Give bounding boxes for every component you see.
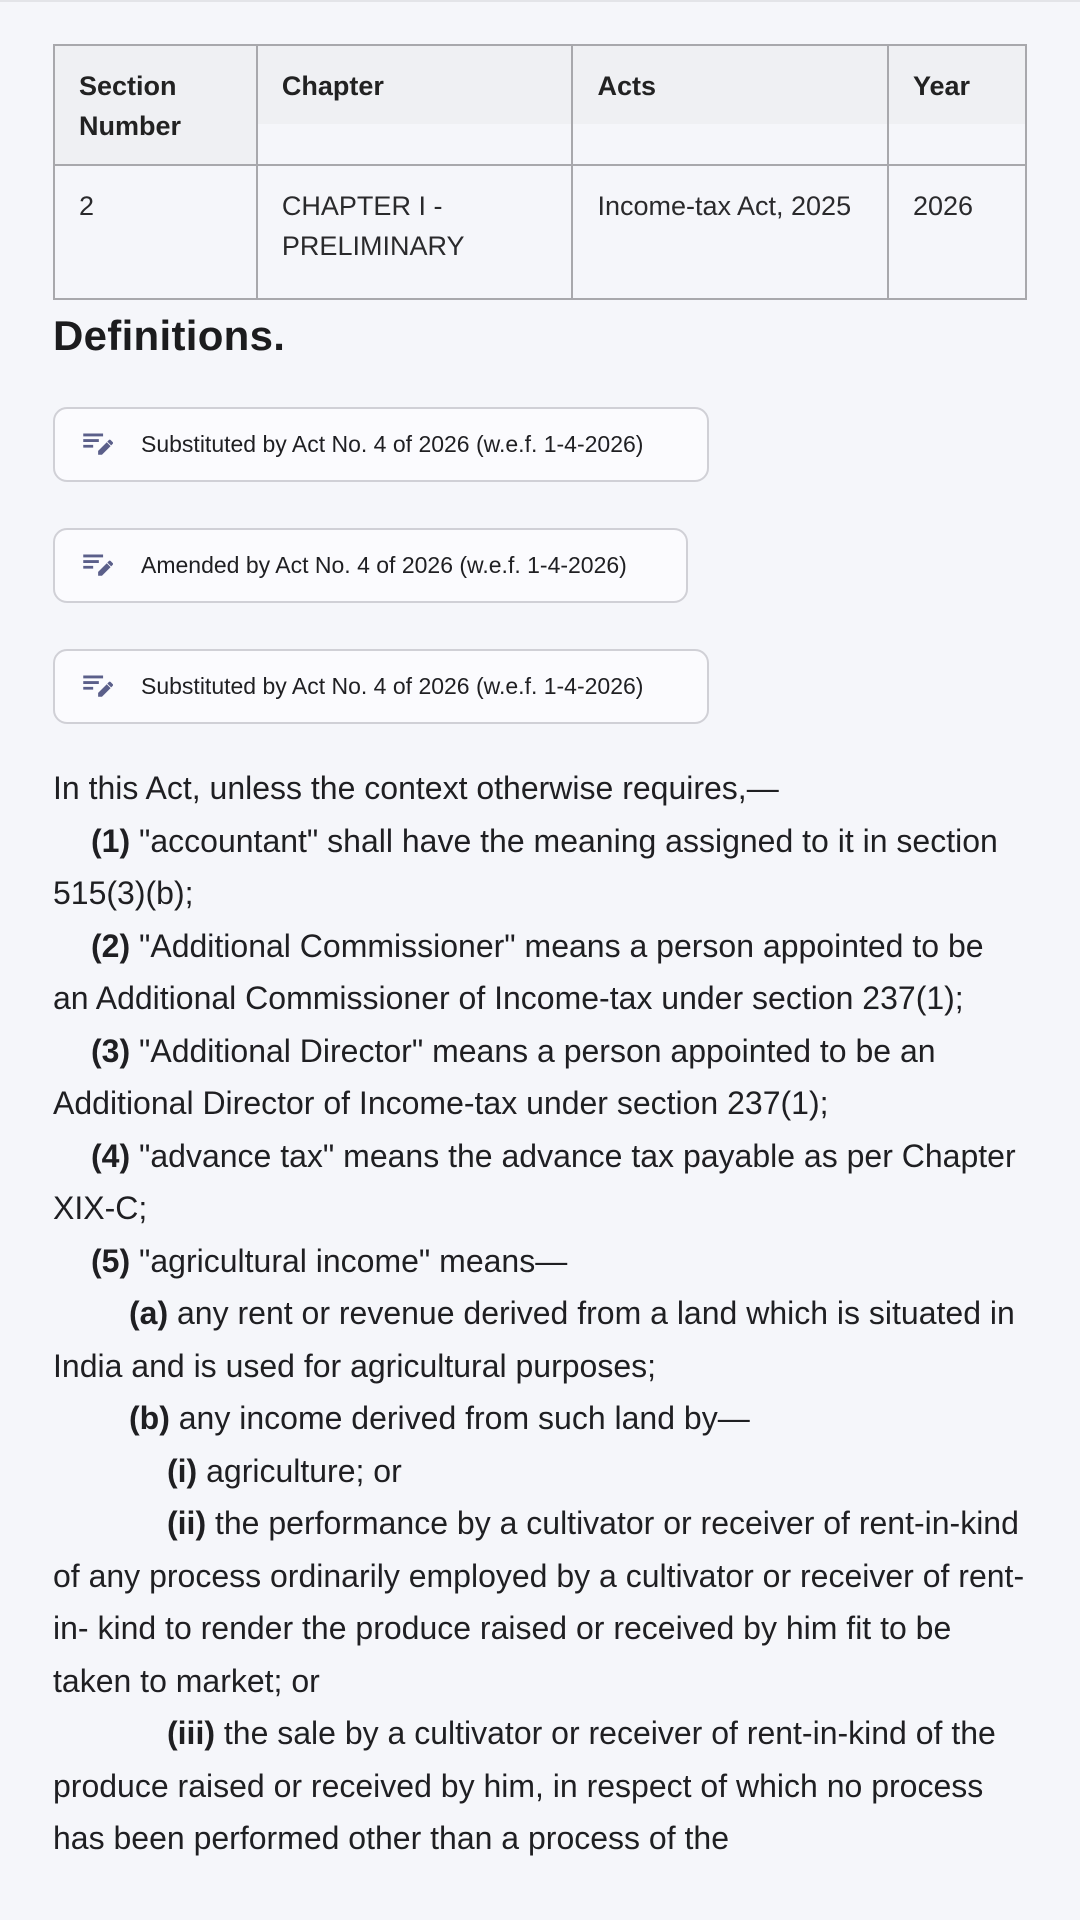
clause-number: (4) (91, 1137, 131, 1174)
header-year: Year (888, 45, 1026, 165)
cell-acts: Income-tax Act, 2025 (572, 165, 888, 299)
clause-4 (53, 1130, 1027, 1235)
section-info-table (53, 44, 1027, 300)
clause-number: (1) (91, 822, 131, 859)
clause-number: (3) (91, 1032, 131, 1069)
section-title: Definitions. (53, 312, 286, 359)
clause-text: "Additional Commissioner" means a person appointed to be an Additional Commissioner of Income-tax under section 237(1); (53, 927, 984, 1016)
header-chapter: Chapter (257, 45, 573, 165)
definitions-body (53, 762, 1027, 1865)
clause-number: (2) (91, 927, 131, 964)
table-header-row (54, 45, 1026, 165)
clause-text: the sale by a cultivator or receiver of rent-in-kind of the produce raised or received by him, in respect of which no process has been performed other than a process of the (53, 1715, 996, 1856)
cell-chapter: CHAPTER I - PRELIMINARY (257, 165, 573, 299)
clause-number: (iii) (167, 1715, 215, 1751)
amendment-chip[interactable] (53, 649, 709, 724)
clause-text: any income derived from such land by— (169, 1400, 750, 1436)
clause-text: "advance tax" means the advance tax payable as per Chapter XIX-C; (53, 1137, 1016, 1226)
amendment-text: Substituted by Act No. 4 of 2026 (w.e.f. 1-4-2026) (141, 431, 644, 457)
clause-5 (53, 1235, 1027, 1288)
edit-note-icon (79, 546, 141, 586)
subclause-b (53, 1392, 1027, 1445)
header-acts: Acts (572, 45, 888, 165)
item-i (53, 1445, 1027, 1498)
clause-number: (b) (129, 1400, 170, 1436)
amendment-text: Substituted by Act No. 4 of 2026 (w.e.f. 1-4-2026) (141, 673, 644, 699)
clause-text: the performance by a cultivator or receiver of rent-in-kind of any process ordinarily employed by a cultivator or receiver of rent-in- kind to render the produce raised or received by him fit to be taken to market; or (53, 1505, 1025, 1699)
item-iii (53, 1707, 1027, 1865)
intro-text: In this Act, unless the context otherwise requires,— (53, 770, 779, 806)
clause-text: "accountant" shall have the meaning assigned to it in section 515(3)(b); (53, 822, 998, 911)
clause-text: agriculture; or (197, 1452, 402, 1489)
cell-section-number: 2 (54, 165, 257, 299)
amendment-chip[interactable] (53, 407, 709, 482)
clause-number: (5) (91, 1242, 131, 1279)
table-row (54, 165, 1026, 299)
edit-note-icon (79, 425, 141, 465)
item-ii (53, 1497, 1027, 1707)
header-section-number: Section Number (54, 45, 257, 165)
amendment-chip[interactable] (53, 528, 688, 603)
top-divider (0, 0, 1080, 2)
clause-text: "agricultural income" means— (130, 1242, 568, 1279)
clause-text: any rent or revenue derived from a land which is situated in India and is used for agricultural purposes; (53, 1295, 1015, 1384)
clause-number: (ii) (167, 1505, 207, 1541)
clause-number: (i) (167, 1452, 198, 1489)
edit-note-icon (79, 667, 141, 707)
amendment-text: Amended by Act No. 4 of 2026 (w.e.f. 1-4-2026) (141, 552, 627, 578)
clause-1 (53, 815, 1027, 920)
subclause-a (53, 1287, 1027, 1392)
clause-2 (53, 920, 1027, 1025)
clause-3 (53, 1025, 1027, 1130)
clause-text: "Additional Director" means a person appointed to be an Additional Director of Income-tax under section 237(1); (53, 1032, 936, 1121)
clause-number: (a) (129, 1295, 169, 1331)
cell-year: 2026 (888, 165, 1026, 299)
